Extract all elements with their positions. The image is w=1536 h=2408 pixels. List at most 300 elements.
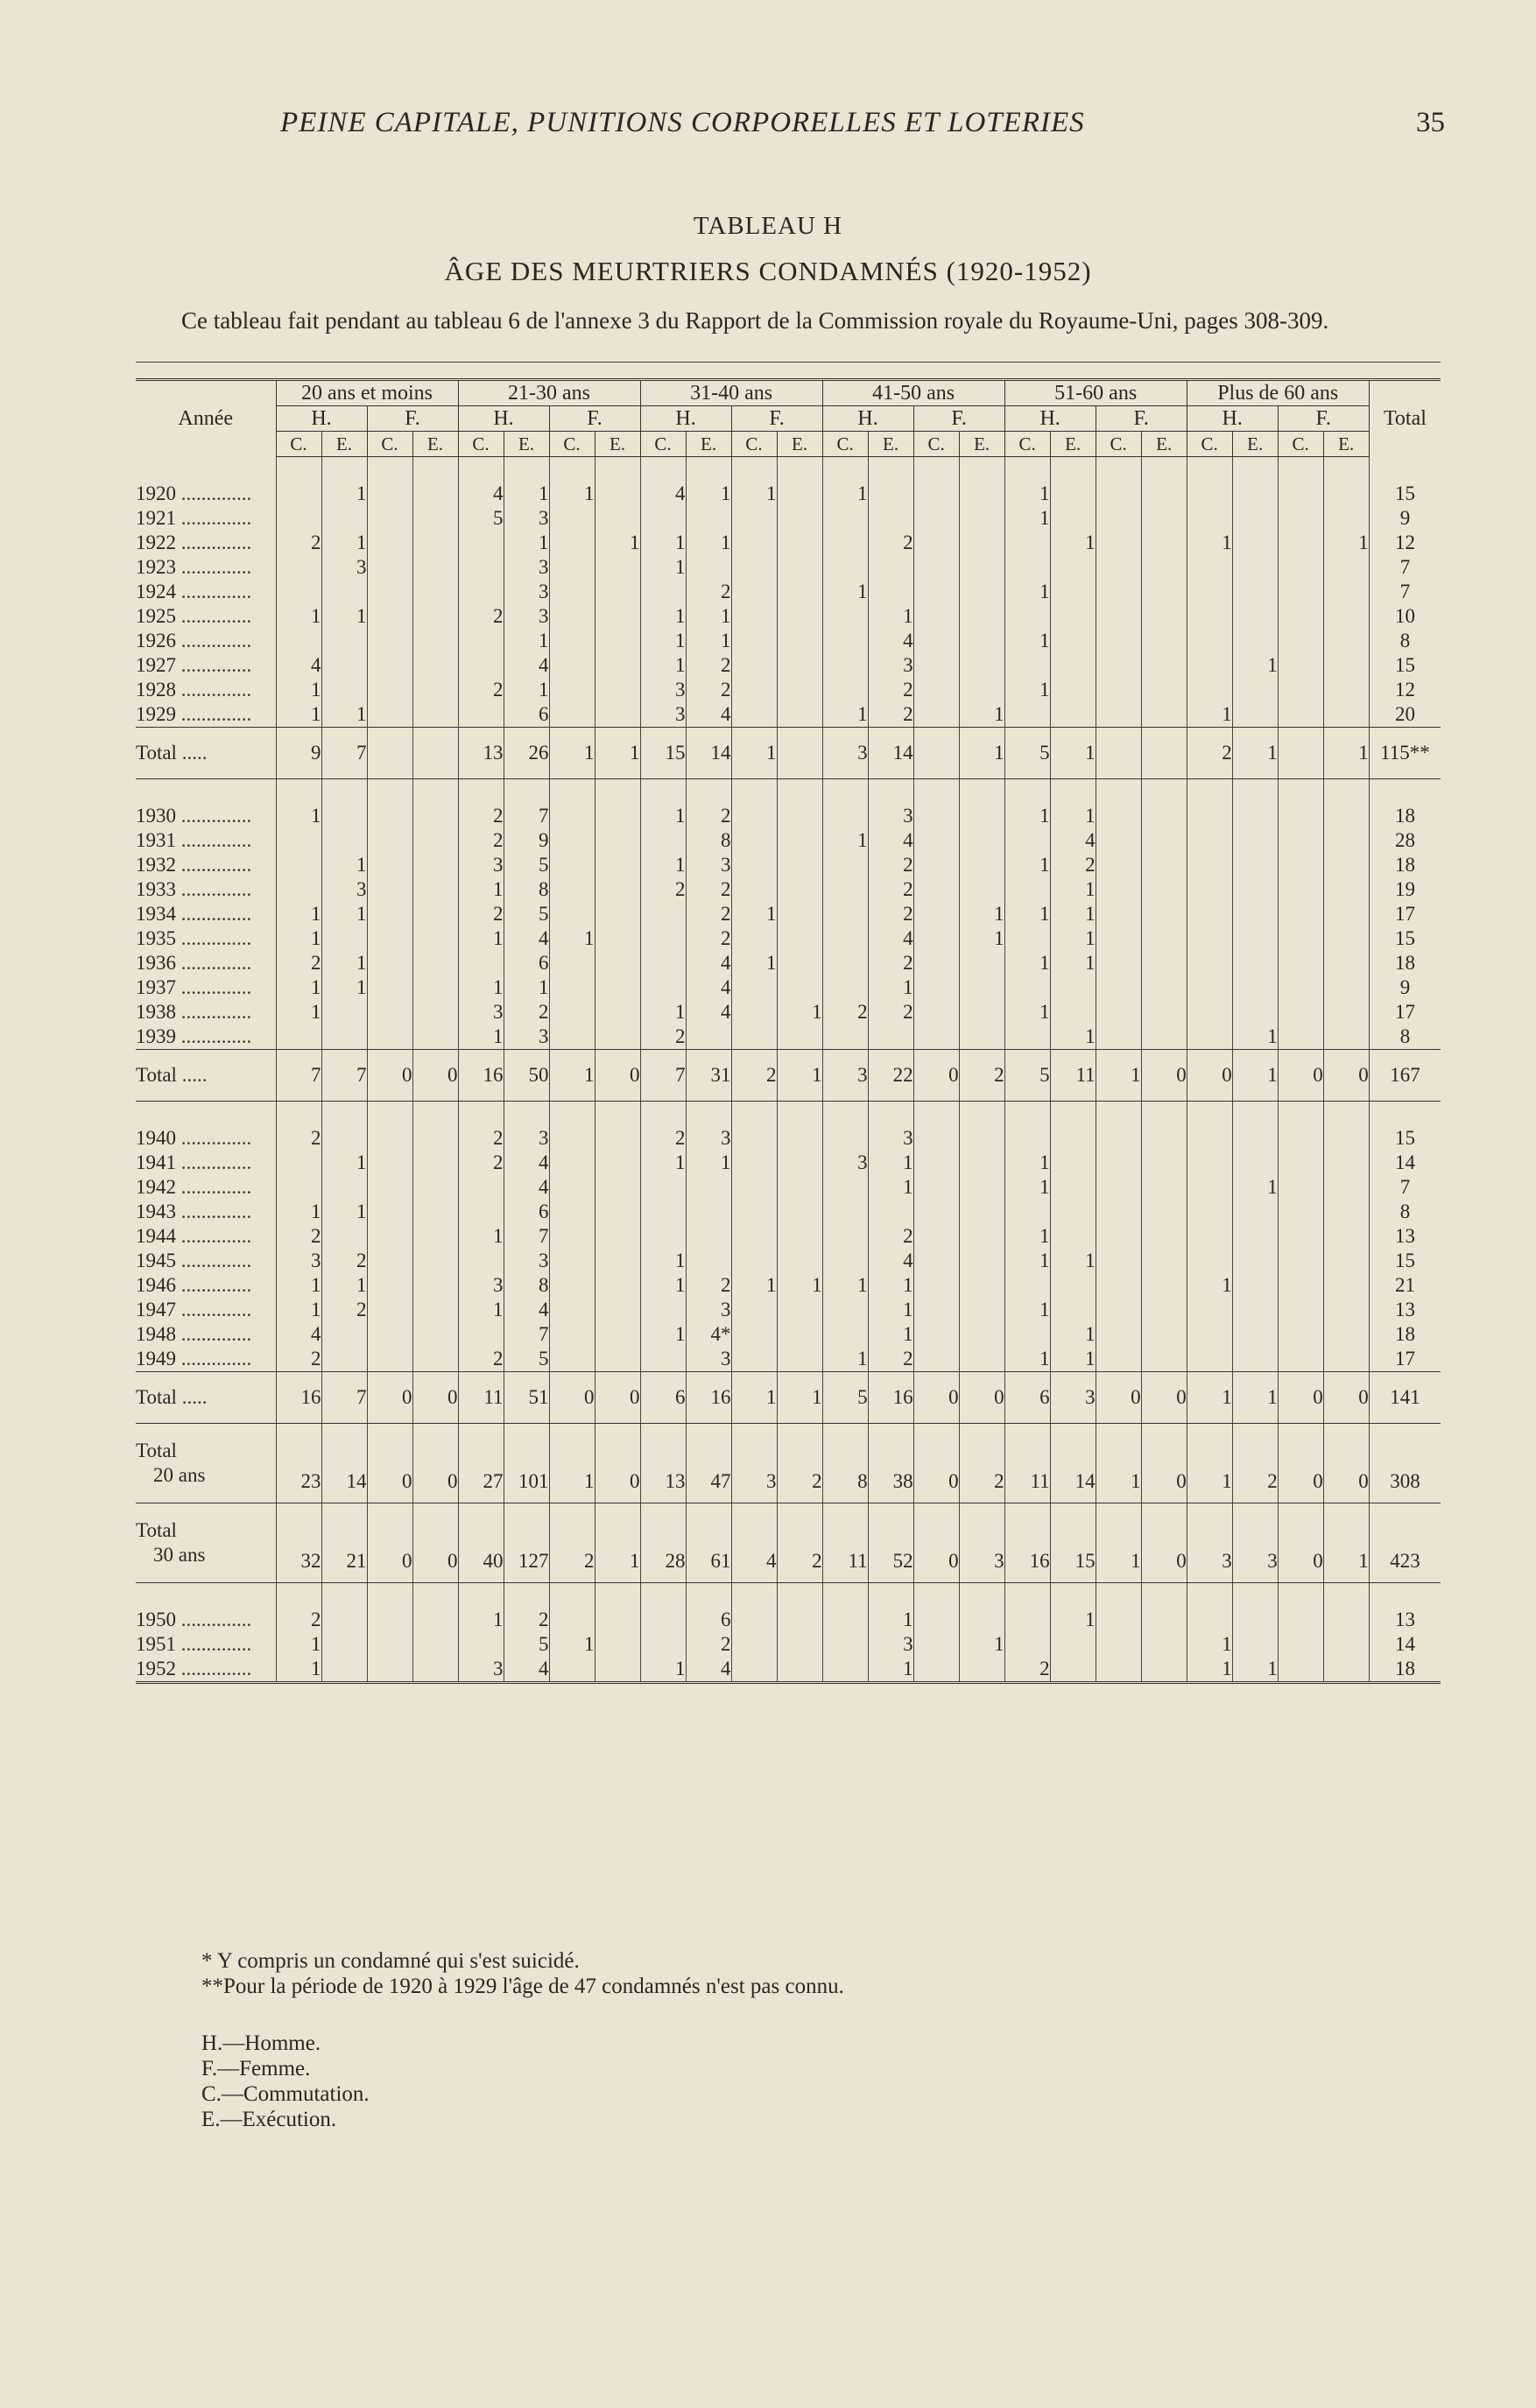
table-cell: 50 xyxy=(504,1050,549,1102)
spacer-cell xyxy=(640,779,686,805)
table-cell: 3 xyxy=(504,580,549,604)
table-cell xyxy=(1004,555,1050,580)
column-header-outcome: E. xyxy=(595,432,640,457)
year-label xyxy=(136,1298,276,1322)
table-cell xyxy=(1278,1175,1323,1200)
table-cell xyxy=(1232,1249,1278,1273)
table-cell xyxy=(321,804,367,828)
year-text: 1942 xyxy=(136,1176,176,1198)
table-cell xyxy=(1096,1200,1141,1224)
table-cell xyxy=(1278,702,1323,728)
table-row xyxy=(136,926,1441,951)
table-cell xyxy=(913,1151,959,1175)
column-header-outcome: C. xyxy=(731,432,777,457)
spacer-cell xyxy=(1232,1583,1278,1609)
table-cell xyxy=(1278,653,1323,678)
table-cell xyxy=(913,506,959,531)
table-cell: 3 xyxy=(321,877,367,902)
table-cell xyxy=(1278,1657,1323,1683)
table-cell xyxy=(549,1151,595,1175)
table-cell: 1 xyxy=(640,1249,686,1273)
header-row-outcome xyxy=(136,432,1441,457)
table-cell xyxy=(276,506,321,531)
table-cell xyxy=(412,828,458,853)
column-header-outcome: E. xyxy=(959,432,1004,457)
table-cell xyxy=(777,951,822,975)
table-cell: 2 xyxy=(276,1608,321,1632)
total-text: Total xyxy=(136,1064,177,1086)
table-cell: 11 xyxy=(458,1372,504,1424)
table-cell xyxy=(458,951,504,975)
table-cell: 1 xyxy=(731,1372,777,1424)
table-cell xyxy=(412,482,458,506)
table-cell xyxy=(959,1126,1004,1151)
table-cell: 0 xyxy=(412,1503,458,1583)
table-cell: 0 xyxy=(595,1050,640,1102)
table-row xyxy=(136,580,1441,604)
table-cell: 1 xyxy=(549,1424,595,1503)
leader-dots: .............. xyxy=(176,1274,252,1296)
table-cell xyxy=(777,853,822,877)
table-cell xyxy=(595,1224,640,1249)
table-cell xyxy=(1232,1608,1278,1632)
table-cell xyxy=(777,555,822,580)
table-cell: 4 xyxy=(868,828,913,853)
table-row xyxy=(136,1347,1441,1372)
table-cell xyxy=(1323,1224,1369,1249)
table-cell xyxy=(1096,629,1141,653)
table-cell: 1 xyxy=(276,804,321,828)
table-cell xyxy=(913,1273,959,1298)
table-cell xyxy=(913,629,959,653)
spacer-cell xyxy=(504,1102,549,1127)
table-cell xyxy=(1278,1249,1323,1273)
table-cell xyxy=(913,482,959,506)
table-cell: 28 xyxy=(640,1503,686,1583)
table-cell xyxy=(1096,951,1141,975)
column-header-outcome: C. xyxy=(458,432,504,457)
table-row xyxy=(136,1200,1441,1224)
table-cell xyxy=(367,506,412,531)
year-label xyxy=(136,804,276,828)
table-cell xyxy=(1141,580,1187,604)
table-cell xyxy=(412,1126,458,1151)
table-cell xyxy=(321,1608,367,1632)
table-cell: 1 xyxy=(640,1000,686,1024)
table-cell xyxy=(777,506,822,531)
table-cell xyxy=(595,629,640,653)
table-cell: 3 xyxy=(458,1000,504,1024)
table-cell xyxy=(367,1273,412,1298)
table-cell xyxy=(1141,877,1187,902)
table-cell xyxy=(1141,1657,1187,1683)
table-cell xyxy=(595,853,640,877)
table-cell: 14 xyxy=(686,728,731,779)
leader-dots: .............. xyxy=(176,854,252,876)
table-cell xyxy=(412,1249,458,1273)
table-cell xyxy=(1323,482,1369,506)
table-cell: 3 xyxy=(504,1024,549,1050)
table-cell: 3 xyxy=(504,555,549,580)
table-cell xyxy=(276,1024,321,1050)
table-cell xyxy=(549,1200,595,1224)
year-label xyxy=(136,653,276,678)
table-cell xyxy=(640,926,686,951)
table-cell: 4 xyxy=(868,1249,913,1273)
table-cell xyxy=(731,604,777,629)
table-cell xyxy=(1232,951,1278,975)
table-cell xyxy=(1232,678,1278,702)
year-label xyxy=(136,1126,276,1151)
year-label xyxy=(136,926,276,951)
table-cell xyxy=(731,702,777,728)
table-cell xyxy=(1141,1175,1187,1200)
table-cell xyxy=(1232,975,1278,1000)
table-cell xyxy=(913,804,959,828)
table-cell xyxy=(1187,1224,1232,1249)
table-row xyxy=(136,1298,1441,1322)
column-header-outcome: E. xyxy=(1323,432,1369,457)
table-cell: 2 xyxy=(868,853,913,877)
table-cell xyxy=(412,1024,458,1050)
spacer-cell xyxy=(136,1583,276,1609)
table-cell xyxy=(1141,1298,1187,1322)
table-cell: 2 xyxy=(549,1503,595,1583)
table-cell xyxy=(321,506,367,531)
column-header-outcome: E. xyxy=(777,432,822,457)
table-cell: 1 xyxy=(1187,702,1232,728)
table-cell xyxy=(959,1024,1004,1050)
spacer-cell xyxy=(504,779,549,805)
table-cell xyxy=(959,828,1004,853)
table-cell xyxy=(1096,902,1141,926)
table-cell xyxy=(1187,1000,1232,1024)
table-cell: 2 xyxy=(686,902,731,926)
table-cell: 3 xyxy=(504,1249,549,1273)
table-cell xyxy=(595,1200,640,1224)
column-header-sex: F. xyxy=(1096,406,1187,432)
table-cell: 0 xyxy=(1278,1424,1323,1503)
table-cell: 26 xyxy=(504,728,549,779)
table-cell xyxy=(412,728,458,779)
table-row xyxy=(136,1126,1441,1151)
table-cell xyxy=(777,1322,822,1347)
table-cell: 1 xyxy=(731,482,777,506)
table-cell xyxy=(1187,804,1232,828)
spacer-cell xyxy=(1187,779,1232,805)
table-cell xyxy=(595,482,640,506)
table-cell xyxy=(959,1224,1004,1249)
table-cell: 14 xyxy=(868,728,913,779)
spacer-cell xyxy=(136,779,276,805)
table-cell: 1 xyxy=(1004,678,1050,702)
table-cell: 7 xyxy=(276,1050,321,1102)
abbr-commutation: C.—Commutation. xyxy=(201,2082,370,2106)
table-cell: 2 xyxy=(959,1424,1004,1503)
table-cell xyxy=(731,580,777,604)
spacer-cell xyxy=(1278,779,1323,805)
table-cell: 51 xyxy=(504,1372,549,1424)
spacer-cell xyxy=(1232,1102,1278,1127)
table-cell xyxy=(777,1608,822,1632)
table-cell: 9 xyxy=(276,728,321,779)
table-cell xyxy=(1278,1151,1323,1175)
spacer-cell xyxy=(276,1583,321,1609)
table-cell: 1 xyxy=(959,902,1004,926)
table-cell xyxy=(367,482,412,506)
spacer-cell xyxy=(1096,457,1141,482)
table-cell xyxy=(412,1657,458,1683)
table-cell xyxy=(595,653,640,678)
table-cell: 2 xyxy=(868,678,913,702)
table-cell xyxy=(1096,828,1141,853)
column-header-sex: H. xyxy=(1187,406,1278,432)
table-cell: 2 xyxy=(640,877,686,902)
table-row xyxy=(136,1175,1441,1200)
abbr-execution: E.—Exécution. xyxy=(201,2108,337,2131)
column-header-outcome: C. xyxy=(913,432,959,457)
table-cell: 4 xyxy=(686,975,731,1000)
table-cell xyxy=(777,975,822,1000)
spacer-cell xyxy=(777,1583,822,1609)
table-cell: 1 xyxy=(276,1000,321,1024)
table-cell: 15 xyxy=(640,728,686,779)
table-cell xyxy=(777,1632,822,1657)
leader-dots: .............. xyxy=(176,556,252,578)
table-cell xyxy=(549,975,595,1000)
table-cell xyxy=(1187,678,1232,702)
table-cell xyxy=(1278,1322,1323,1347)
year-label xyxy=(136,1273,276,1298)
table-cell xyxy=(1278,1224,1323,1249)
table-cell xyxy=(913,853,959,877)
table-row xyxy=(136,1224,1441,1249)
table-cell: 8 xyxy=(822,1424,868,1503)
table-cell xyxy=(959,1273,1004,1298)
table-cell: 3 xyxy=(1187,1503,1232,1583)
table-cell: 1 xyxy=(1232,1050,1278,1102)
table-cell xyxy=(1187,1347,1232,1372)
table-cell xyxy=(731,1249,777,1273)
table-cell xyxy=(1278,951,1323,975)
year-text: 1952 xyxy=(136,1658,176,1679)
table-cell: 1 xyxy=(1232,1657,1278,1683)
table-row xyxy=(136,702,1441,728)
table-cell xyxy=(913,678,959,702)
column-header-sex: F. xyxy=(367,406,458,432)
table-cell xyxy=(321,1024,367,1050)
year-label xyxy=(136,853,276,877)
table-cell xyxy=(913,1024,959,1050)
table-cell: 3 xyxy=(276,1249,321,1273)
table-cell xyxy=(1232,702,1278,728)
spacer-cell xyxy=(913,1102,959,1127)
spacer-cell xyxy=(777,457,822,482)
table-cell xyxy=(1187,580,1232,604)
leader-dots: .............. xyxy=(176,703,252,725)
table-cell xyxy=(1187,629,1232,653)
table-cell xyxy=(1232,1298,1278,1322)
table-cell xyxy=(1323,1657,1369,1683)
leader-dots: .............. xyxy=(176,1127,252,1149)
spacer-cell xyxy=(412,779,458,805)
spacer-cell xyxy=(1323,457,1369,482)
table-cell xyxy=(1004,1608,1050,1632)
table-cell xyxy=(777,531,822,555)
table-cell xyxy=(731,653,777,678)
table-cell xyxy=(1323,1126,1369,1151)
year-text: 1941 xyxy=(136,1151,176,1173)
table-cell xyxy=(412,853,458,877)
table-cell xyxy=(412,1273,458,1298)
table-cell: 2 xyxy=(686,877,731,902)
spacer-cell xyxy=(731,1102,777,1127)
table-cell xyxy=(595,1632,640,1657)
year-text: 1930 xyxy=(136,805,176,827)
spacer-cell xyxy=(1050,1102,1096,1127)
table-cell xyxy=(1187,975,1232,1000)
leader-dots: .............. xyxy=(176,952,252,974)
row-total-cell: 28 xyxy=(1369,828,1441,853)
spacer-cell xyxy=(276,779,321,805)
table-cell: 2 xyxy=(777,1424,822,1503)
spacer-cell xyxy=(1004,779,1050,805)
table-cell: 0 xyxy=(367,1424,412,1503)
table-cell xyxy=(1232,926,1278,951)
table-cell xyxy=(1004,1024,1050,1050)
spacer-cell xyxy=(367,1583,412,1609)
table-cell: 4 xyxy=(868,926,913,951)
table-cell: 3 xyxy=(504,506,549,531)
table-cell xyxy=(595,902,640,926)
table-cell: 1 xyxy=(868,1151,913,1175)
table-cell xyxy=(458,580,504,604)
table-cell xyxy=(1323,580,1369,604)
table-cell xyxy=(1096,1224,1141,1249)
table-cell: 2 xyxy=(686,580,731,604)
row-total-cell: 423 xyxy=(1369,1503,1441,1583)
table-cell xyxy=(412,804,458,828)
table-cell xyxy=(1323,653,1369,678)
year-text: 1944 xyxy=(136,1225,176,1247)
table-cell: 1 xyxy=(276,975,321,1000)
leader-dots: .............. xyxy=(176,1176,252,1198)
table-cell xyxy=(367,1151,412,1175)
table-cell: 3 xyxy=(458,853,504,877)
year-label xyxy=(136,482,276,506)
leader-dots: .............. xyxy=(176,1151,252,1173)
table-cell xyxy=(822,1322,868,1347)
table-cell xyxy=(1141,629,1187,653)
table-cell xyxy=(321,828,367,853)
table-cell xyxy=(549,951,595,975)
table-cell: 3 xyxy=(504,604,549,629)
table-cell xyxy=(959,975,1004,1000)
spacer-cell xyxy=(595,1583,640,1609)
spacer-cell xyxy=(1004,1583,1050,1609)
table-cell xyxy=(1050,975,1096,1000)
table-cell xyxy=(640,1632,686,1657)
table-cell xyxy=(1050,653,1096,678)
table-cell xyxy=(1096,702,1141,728)
table-cell: 4 xyxy=(686,951,731,975)
table-row xyxy=(136,1000,1441,1024)
table-cell xyxy=(731,804,777,828)
table-cell xyxy=(1323,1151,1369,1175)
table-cell xyxy=(1141,604,1187,629)
table-cell: 4 xyxy=(1050,828,1096,853)
table-cell: 1 xyxy=(549,482,595,506)
spacer-cell xyxy=(1004,457,1050,482)
table-cell xyxy=(549,653,595,678)
year-text: 1924 xyxy=(136,581,176,602)
table-row xyxy=(136,604,1441,629)
table-cell xyxy=(686,1200,731,1224)
table-row xyxy=(136,531,1441,555)
page-number: 35 xyxy=(1416,107,1445,138)
column-header-outcome: C. xyxy=(1004,432,1050,457)
table-cell xyxy=(1004,1200,1050,1224)
spacer-cell xyxy=(777,779,822,805)
table-cell: 2 xyxy=(458,1126,504,1151)
table-cell: 1 xyxy=(1050,1249,1096,1273)
table-cell: 1 xyxy=(640,804,686,828)
table-cell: 14 xyxy=(321,1424,367,1503)
table-cell: 4 xyxy=(504,926,549,951)
column-header-sex: F. xyxy=(913,406,1004,432)
table-cell xyxy=(959,1000,1004,1024)
table-cell: 2 xyxy=(1232,1424,1278,1503)
table-cell: 1 xyxy=(321,951,367,975)
spacer-cell xyxy=(321,779,367,805)
table-cell xyxy=(276,877,321,902)
table-cell xyxy=(868,1024,913,1050)
table-cell xyxy=(595,1151,640,1175)
spacer-cell xyxy=(321,457,367,482)
table-cell xyxy=(412,1322,458,1347)
table-cell: 1 xyxy=(640,653,686,678)
table-cell xyxy=(1232,853,1278,877)
column-header-total: Total xyxy=(1369,380,1441,457)
total-label xyxy=(136,1424,276,1503)
table-cell xyxy=(1141,728,1187,779)
table-cell xyxy=(731,1322,777,1347)
table-cell xyxy=(412,1000,458,1024)
column-header-outcome: C. xyxy=(367,432,412,457)
table-cell xyxy=(1141,1632,1187,1657)
year-text: 1936 xyxy=(136,952,176,974)
table-cell xyxy=(822,902,868,926)
table-cell xyxy=(1278,1273,1323,1298)
table-cell xyxy=(1050,629,1096,653)
leader-dots: .............. xyxy=(176,1025,252,1047)
table-cell xyxy=(595,1657,640,1683)
table-cell: 1 xyxy=(868,1657,913,1683)
table-cell xyxy=(822,555,868,580)
spacer-cell xyxy=(731,779,777,805)
table-cell xyxy=(367,1347,412,1372)
table-cell xyxy=(412,531,458,555)
table-cell: 0 xyxy=(1278,1503,1323,1583)
table-cell: 1 xyxy=(777,1050,822,1102)
spacer-cell xyxy=(549,1583,595,1609)
table-cell xyxy=(1323,1608,1369,1632)
table-cell xyxy=(1232,506,1278,531)
table-cell xyxy=(913,531,959,555)
table-cell: 1 xyxy=(276,604,321,629)
year-text: 1948 xyxy=(136,1323,176,1345)
column-header-age-group: Plus de 60 ans xyxy=(1187,380,1369,406)
